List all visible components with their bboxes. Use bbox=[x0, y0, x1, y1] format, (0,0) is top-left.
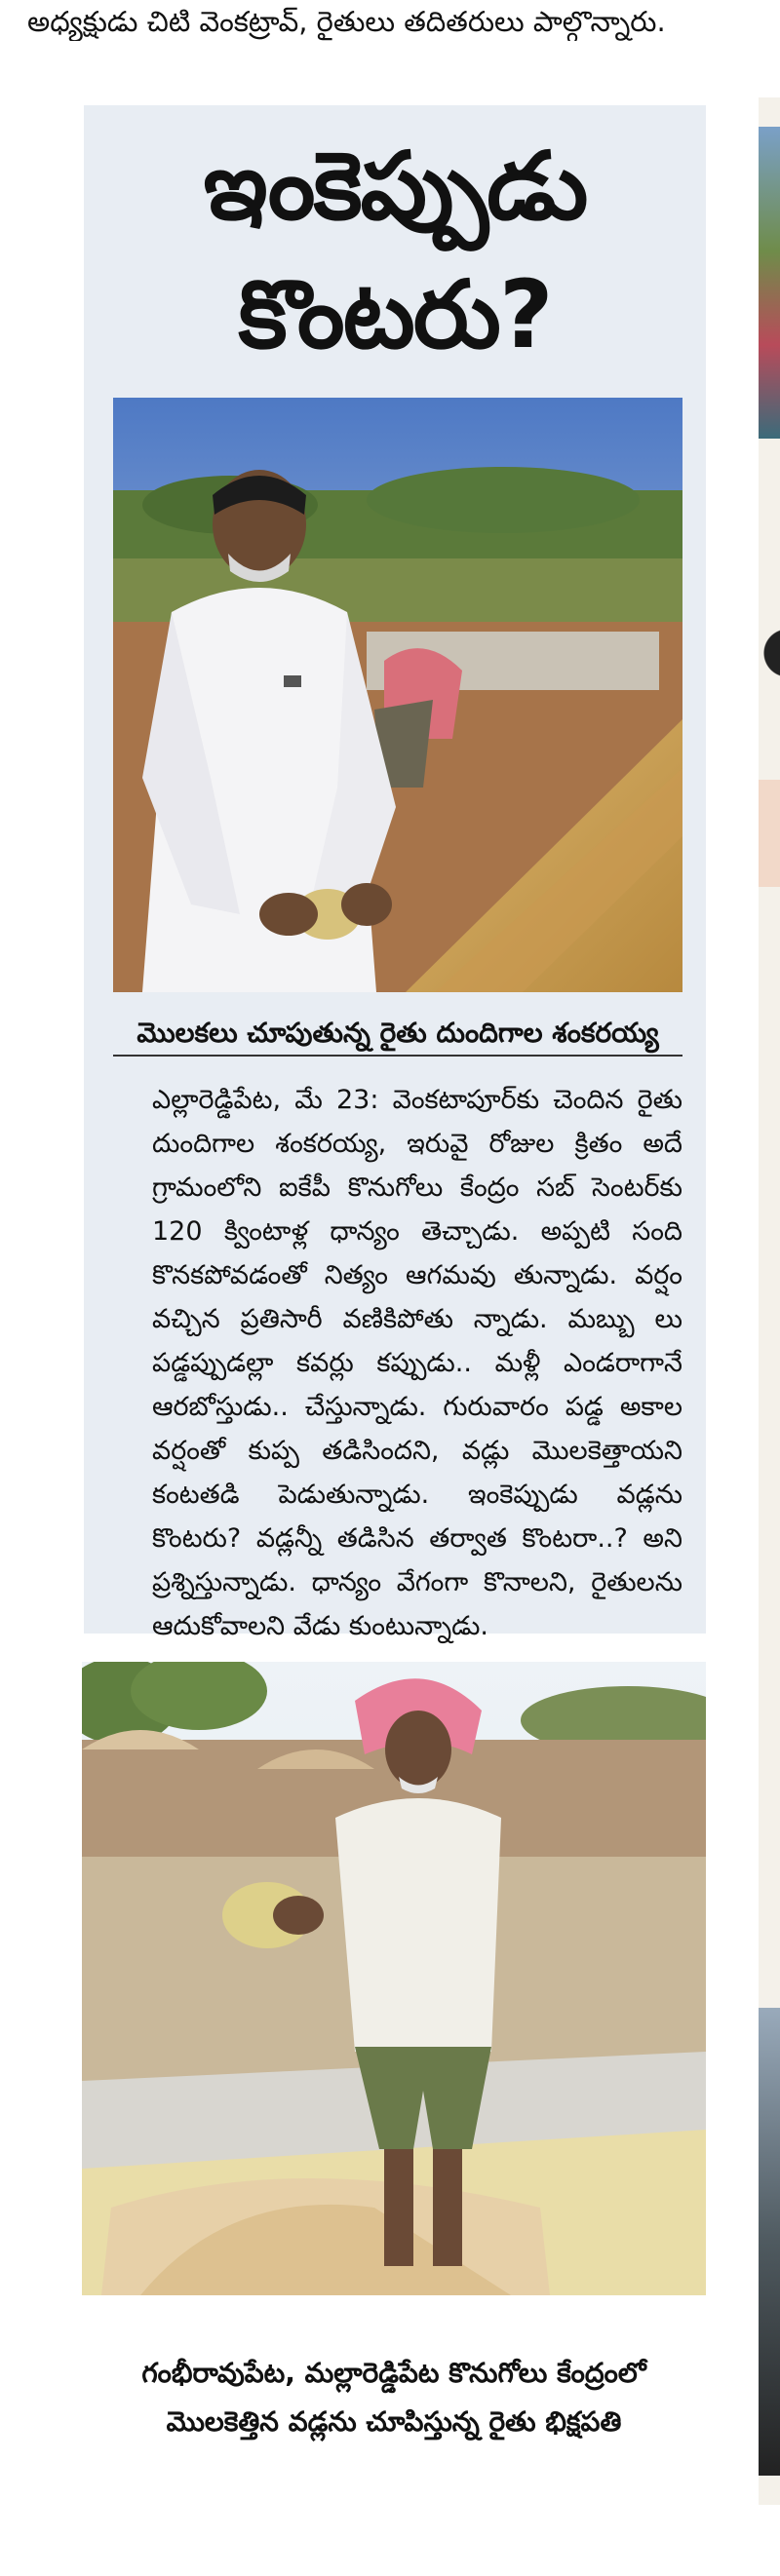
adjacent-photo-fragment-2 bbox=[759, 2008, 780, 2476]
article-body: ఎల్లారెడ్డిపేట, మే 23: వెంకటాపూర్‌కు చెందిన రైతు దుందిగాల శంకరయ్య, ఇరువై రోజుల క్రితం అదే గ్రామంలోని ఐకేపీ కొనుగోలు కేంద్రం సబ్ సెంటర్‌కు 120 క్వింటాళ్ల ధాన్యం తెచ్చాడు. అప్పటి సంది కొనకపోవడంతో నిత్యం ఆగమవు తున్నాడు. వర్షం వచ్చిన ప్రతిసారీ వణికిపోతు న్నాడు. మబ్బు లు పడ్డప్పుడల్లా కవర్లు కప్పుడు.. మళ్లీ ఎండరాగానే ఆరబోస్తుడు.. చేస్తున్నాడు. గురువారం పడ్డ అకాల వర్షంతో కుప్ప తడిసిందని, వడ్లు మొలకెత్తాయని కంటతడి పెడుతున్నాడు. ఇంకెప్పుడు వడ్లను కొంటరు? వడ్లన్నీ తడిసిన తర్వాత కొంటరా..? అని ప్రశ్నిస్తున్నాడు. ధాన్యం వేగంగా కొనాలని, రైతులను ఆదుకోవాలని వేడు కుంటున్నాడు. bbox=[152, 1085, 682, 1641]
headline-line-2: కొంటరు? bbox=[238, 260, 552, 369]
previous-article-last-line: అధ్యక్షుడు చిటి వెంకట్రావ్, రైతులు తదితరులు పాల్గొన్నారు. bbox=[27, 5, 666, 38]
headline-line-1: ఇంకెప్పుడు bbox=[203, 132, 587, 241]
farmer-shankaraiah-photo bbox=[113, 398, 682, 992]
photo2-caption-line-2: మొలకెత్తిన వడ్లను చూపిస్తున్న రైతు భిక్షపతి bbox=[166, 2405, 622, 2438]
photo2-caption-line-1: గంభీరావుపేట, మల్లారెడ్డిపేట కొనుగోలు కేంద్రంలో bbox=[141, 2357, 646, 2389]
photo2-caption bbox=[82, 2349, 706, 2446]
farmer-bikshapathi-photo bbox=[82, 1662, 706, 2295]
article-card bbox=[84, 105, 706, 1641]
adjacent-bullet-circle bbox=[759, 624, 780, 682]
adjacent-box bbox=[759, 780, 780, 887]
photo1-caption: మొలకలు చూపుతున్న రైతు దుందిగాల శంకరయ్య bbox=[113, 1014, 682, 1057]
adjacent-column-strip bbox=[759, 97, 780, 2505]
adjacent-photo-fragment bbox=[759, 127, 780, 439]
